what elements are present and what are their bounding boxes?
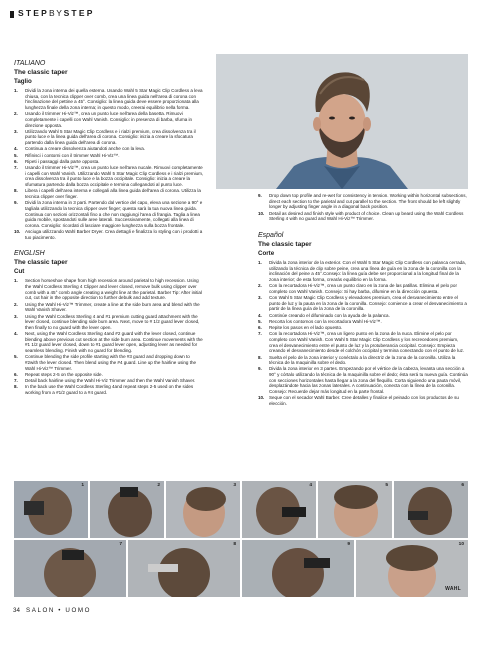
italian-step: 3. Utilizzando Wahl 5 Star Magic Clip Cordless e i rialzi premium, crea dissolvenza tra il punto luce e la linea guida dell'area di corona. Consiglio: inizia a creare la sfocatura partendo dalla linea guida dell'area di corona. [14,128,196,146]
spanish-step: 9. Divida la zona interior en 3 partes. Empezando por el vértice de la cabeza, levanta una sección a 90° y córtalo utilizando la técnica de la maquinilla sobre el dedo; ésta será tu nueva guía. Continúa con secciones horizontales hasta llegar a la zona del flequillo. Corta siguiendo una pauta móvil, desplazándote hacia las zonas laterales. A continuación, conecta con la línea de la coronilla. Consejo: Recuerde dejar más longitud en la parte frontal. [258,366,468,395]
spanish-step: 3. Con Wahl 5 Star Magic Clip Cordless y elevadores premium, crea el desvanecimiento entre el punto de luz y la pauta en la zona de la coronilla. Consejo: comience a crear el desvanecimiento a partir de la línea guía de la zona de la coronilla. [258,295,467,312]
spanish-step: 8. Suelta el pelo de la zona interior y conéctalo a la directriz de la zona de la coronilla. Utiliza la técnica de la maquinilla sobre el dedo. [258,354,456,366]
english-step: 8. In the back use the Wahl Cordless Sterling 4and repeat steps 2-5 used on the sides working from a #1/2 guard to a #4 guard. [14,384,194,396]
english-language-label: ENGLISH [14,250,45,258]
spanish-step: 4. Continúe creando el difuminado con la ayuda de la palanca. [258,312,390,318]
english-step: 5. Continue blending the side profile starting with the #3 guard and dropping down to #2with the lever closed. Then blend using the #4 guard. Line up the hairline using the Wahl Hi-Viz™ Trimmer. [14,354,197,371]
english-steps-continued [258,193,468,222]
english-step: 1. Section horseshoe shape from high recession around parietal to high recession. Using the Wahl Cordless Sterling 4 Clipper and lever closed, remove bulk using clipper over comb with a 45° comb angle creating a weight line at the parietal. Barber Tip: After initial cut, cut hair in the opposite direction to further debulk and add texture. [14,278,202,301]
italian-step: 7. Usando il trimmer Hi-Viz™, crea un punto luce nell'area nucale. Rimuovi completamente i capelli con Wahl Vanish. Utilizzando Wahl 5 Star Magic Clip Cordless e i rialzi premium, crea dissolvenza tra il punto luce e la bozza occipitale. Consiglio: inizia a creare la sfumatura partendo dalla bozza occipitale e termina collegandoti al punto luce. [14,165,204,188]
spanish-subtitle: Corte [258,249,275,257]
spanish-title: The classic taper [258,240,312,248]
left-text-column [14,60,204,401]
step-photo-strip [14,481,468,597]
title-step: STEP [18,8,50,18]
italian-subtitle: Taglio [14,78,32,85]
spanish-step: 10. Seque con el secador Wahl Barber. Cree detalles y finalice el peinado con los productos de su elección. [258,395,459,406]
italian-language-label: ITALIANO [14,60,46,67]
english-step: 6. Repeat steps 2-5 on the opposite side. [14,371,103,377]
title-step-2: STEP [63,8,95,18]
italian-step: 2. Usando il trimmer Hi-Viz™, crea un punto luce nell'area della basetta. Rimuovi completamente i capelli con Wahl Vanish. Consiglio: in presenza di barba, sfuma in direzione opposta. [14,111,193,128]
italian-step: 4. Continua a creare dissolvenza aiutandoti anche con la leva. [14,146,146,152]
italian-steps-list [14,88,204,240]
spanish-step: 7. Con la recortadora Hi-Viz™, crea un ligero punto en la zona de la nuca. Elimine el pelo por completo con Wahl Vanish. Con Wahl 5 Star Magic Clip Cordless y los recrecedores premium, crea el desvanecimiento entre el punto de luz y la protuberancia occipital. Consejo: Empieza creando el desvanecimiento desde el colchón occipital y termina conectando con el punto de luz. [258,331,465,354]
magazine-name: SALON • UOMO [26,607,92,614]
spanish-step: 1. Divida la zona interior de la exterior. Con el Wahl 5 Star Magic Clip Cordless con palanca cerrada, utilizando la técnica de clip sobre peine, crea una línea de guía en la zona de la coronilla con la inclinación del peine a 45°.Consejo: la línea guía debe ser proporcional a la longitud final de la zona interior; de esta forma, crearás equilibrio en la forma. [258,259,466,282]
spanish-step: 2. Con la recortadora Hi-Viz™, crea un punto claro en la zona de las patillas. Elimina el pelo por completo con Wahl Vanish. Consejo: Si hay barba, difumine en la dirección opuesta. [258,283,457,294]
step-photo: 4 [242,481,316,538]
italian-step: 5. Rifinisci i contorni con il trimmer Wahl Hi-Viz™. [14,152,120,158]
title-by: BY [49,8,64,18]
spanish-language-label: Español [258,231,284,239]
english-step: 9. Drop down top profile and re-wet for consistency in tension. Working within horizontal subsections, direct each section to the parietal and cut parallel to the section. The front should be left slightly longer by adjusting finger angle in a diagonal back position. [258,193,467,210]
step-photo: 6 [394,481,468,538]
italian-title: The classic taper [14,69,68,76]
step-photo: 5 [318,481,392,538]
english-subtitle: Cut [14,268,25,276]
italian-step: 10. Asciuga utilizzando Wahl Barber Dryer. Crea dettagli e finalizza lo styling con i prodotti a tuo piacimento. [14,229,203,240]
step-photo: 8 [128,540,240,597]
right-text-column [258,193,468,412]
italian-step: 9. Dividi la zona interna in 3 parti. Partendo dal vertice del capo, eleva una sezione a 90° e tagliala utilizzando la tecnica clipper over finger; questa sarà la tua nuova linea guida. Continua con sezioni orizzontali fino a che non raggiungi l'area di frangia. Taglia a linea guida mobile, spostandoti sulle aree laterali. Successivamente, collegati alla linea di corona. Consiglio: ricordati di lasciare maggiore lunghezza sulla bozza frontale. [14,200,203,228]
step-photo: 2 [90,481,164,538]
step-photo: 1 [14,481,88,538]
step-photo: 10 WAHL [356,540,468,597]
page-number: 34 [13,607,20,614]
english-step: 3. Using the Wahl Cordless Sterling 4 and #1 premium cutting guard attachment with the lever closed, continue blending side burn area. Next, move to # 1/2 guard lever closed, then finally to no guard with the lever open. [14,313,200,330]
italian-step: 1. Dividi la zona interna dei quella esterna. Usando Wahl 5 Star Magic Clip Cordless a leva chiusa, con la tecnica clipper over comb, crea una linea guida nell'area di corona con l'inclinazione del pettine a 45°. Consiglio: la linea guida deve essere proporzionata alla lunghezza finale della zona interna; in questo modo, creerai equilibrio nella forma. [14,88,203,110]
spanish-steps-list [258,260,468,407]
spanish-step: 5. Recorta los contornos con la recortadora Wahl Hi-Viz™. [258,318,382,324]
step-photo: 3 [166,481,240,538]
english-step: 4. Next, using the Wahl Cordless Sterling 4and #2 guard with the lever closed, continue blending above previous cut section at the side burn area. Continue movements with the #1 1/2 guard lever closed, down to #1 guard lever open, adjusting lever as needed for seamless blending. Finish with no guard for blending. [14,331,203,354]
header-accent-bar [10,11,14,18]
english-title: The classic taper [14,259,68,267]
english-step: 7. Detail back hairline using the Wahl Hi-Viz Trimmer and then the Wahl Vanish Shaver. [14,378,196,384]
step-photo: 7 [14,540,126,597]
italian-step: 8. Libera i capelli dell'area interna e collegali alla linea guida dell'area di corona. Utilizza la tecnica clipper over finger. [14,188,201,199]
spanish-step: 6. Repite los pasos en el lado opuesto. [258,325,343,331]
english-step: 10. Detail as desired and finish style with product of choice. Clean up beard using the Wahl Cordless Sterling 4 with no guard and Wahl Hi-Viz™ Trimmer. [258,210,464,222]
italian-step: 6. Ripeti i passaggi dalla parte opposta. [14,158,100,164]
step-photo: 9 [242,540,354,597]
wahl-logo: WAHL [445,586,461,592]
english-steps-list [14,278,204,395]
model-portrait-photo [216,54,468,189]
section-title [18,8,95,18]
english-step: 2. Using the Wahl Hi-Viz™ Trimmer, create a line at the side burn area and blend with the Wahl Vanish Shaver. [14,301,200,313]
